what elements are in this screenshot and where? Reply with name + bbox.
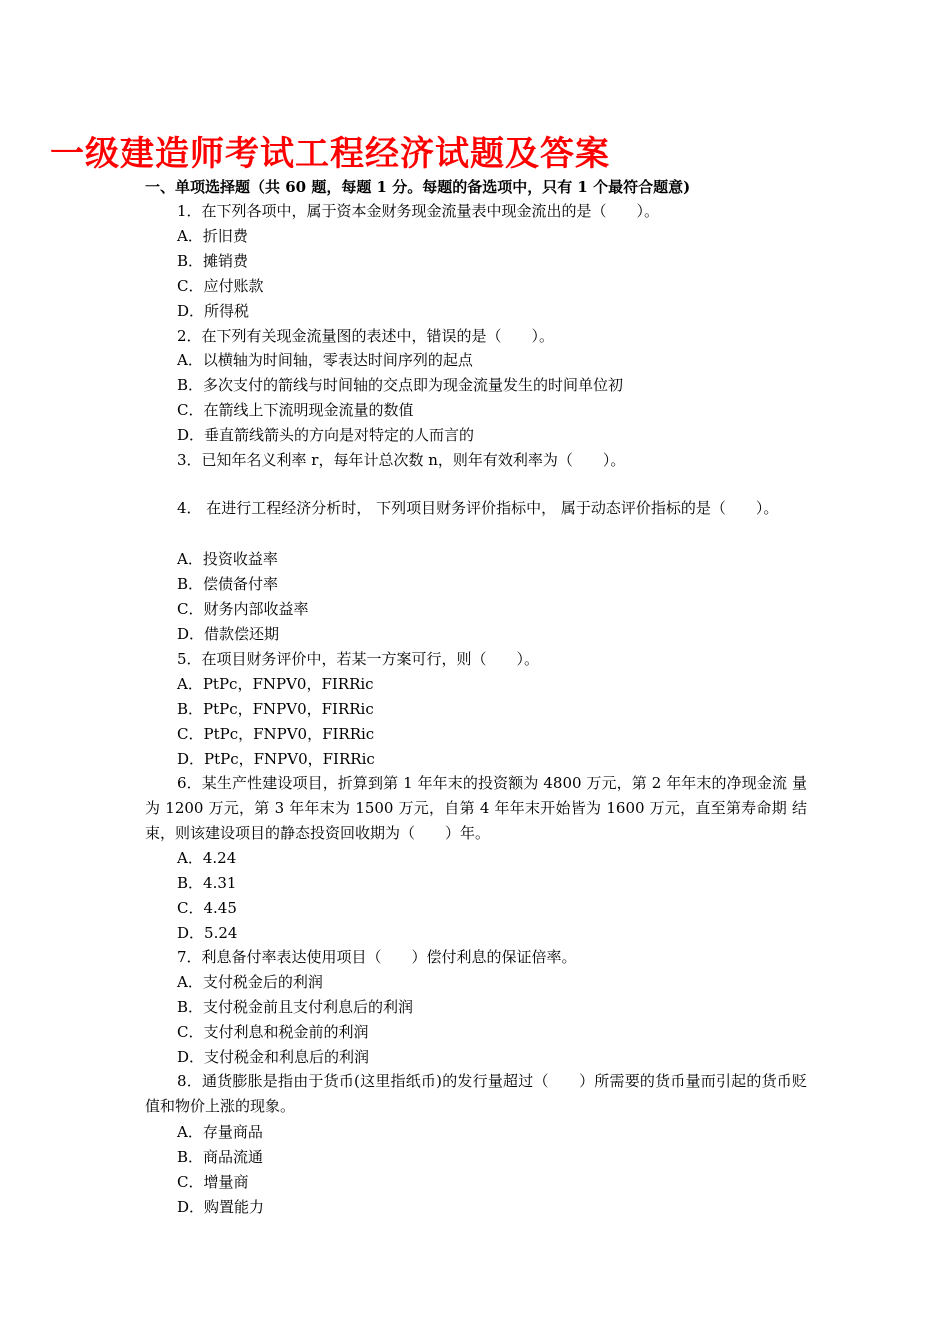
question-4-option-d: D．借款偿还期 xyxy=(177,625,280,643)
question-5-option-a: A．PtPc，FNPV0，FIRRic xyxy=(177,675,374,693)
question-4-option-b: B．偿债备付率 xyxy=(177,575,279,593)
question-6-option-a: A．4.24 xyxy=(177,849,237,867)
question-6-option-b: B．4.31 xyxy=(177,874,237,892)
question-8-option-d: D．购置能力 xyxy=(177,1198,265,1216)
question-2-option-d: D．垂直箭线箭头的方向是对特定的人而言的 xyxy=(177,426,475,444)
question-6-stem: 6．某生产性建设项目，折算到第 1 年年末的投资额为 4800 万元，第 2 年年末的净现金流 量为 1200 万元，第 3 年年末为 1500 万元，自第 4 年年末开始皆为 1600 万元，直至第寿命期 结束，则该建设项目的静态投资回收期为（ ）年。 xyxy=(145,774,807,842)
question-8-stem: 8．通货膨胀是指由于货币(这里指纸币)的发行量超过（ ）所需要的货币量而引起的货币贬值和物价上涨的现象。 xyxy=(145,1072,807,1115)
question-7-option-d: D．支付税金和利息后的利润 xyxy=(177,1048,370,1066)
question-3-stem: 3．已知年名义利率 r，每年计总次数 n，则年有效利率为（ ）。 xyxy=(177,451,626,469)
question-4-option-a: A．投资收益率 xyxy=(177,550,278,568)
document-title: 一级建造师考试工程经济试题及答案 xyxy=(50,134,610,174)
section-heading: 一、单项选择题（共 60 题，每题 1 分。每题的备选项中，只有 1 个最符合题意) xyxy=(145,178,691,196)
question-8-option-b: B．商品流通 xyxy=(177,1148,264,1166)
question-7-stem: 7．利息备付率表达使用项目（ ）偿付利息的保证倍率。 xyxy=(177,948,577,966)
question-4-option-c: C．财务内部收益率 xyxy=(177,600,309,618)
question-5-option-b: B．PtPc，FNPV0，FIRRic xyxy=(177,700,374,718)
question-5-option-d: D．PtPc，FNPV0，FIRRic xyxy=(177,750,375,768)
question-2-option-a: A．以横轴为时间轴，零表达时间序列的起点 xyxy=(177,351,473,369)
question-6-option-d: D．5.24 xyxy=(177,924,238,942)
question-2-option-b: B．多次支付的箭线与时间轴的交点即为现金流量发生的时间单位初 xyxy=(177,376,624,394)
question-7-option-b: B．支付税金前且支付利息后的利润 xyxy=(177,998,414,1016)
question-1-option-d: D．所得税 xyxy=(177,302,250,320)
question-1-option-a: A．折旧费 xyxy=(177,227,248,245)
question-7-option-a: A．支付税金后的利润 xyxy=(177,973,323,991)
question-8-option-c: C．增量商 xyxy=(177,1173,249,1191)
question-1-stem: 1．在下列各项中，属于资本金财务现金流量表中现金流出的是（ ）。 xyxy=(177,202,660,220)
question-8-option-a: A．存量商品 xyxy=(177,1123,263,1141)
question-2-stem: 2．在下列有关现金流量图的表述中，错误的是（ ）。 xyxy=(177,327,555,345)
question-1-option-b: B．摊销费 xyxy=(177,252,249,270)
question-5-option-c: C．PtPc，FNPV0，FIRRic xyxy=(177,725,375,743)
question-5-stem: 5．在项目财务评价中，若某一方案可行，则（ ）。 xyxy=(177,650,540,668)
question-6-option-c: C．4.45 xyxy=(177,899,237,917)
question-4-stem: 4． 在进行工程经济分析时， 下列项目财务评价指标中， 属于动态评价指标的是（ ）。 xyxy=(177,499,779,517)
question-7-option-c: C．支付利息和税金前的利润 xyxy=(177,1023,369,1041)
question-2-option-c: C．在箭线上下流明现金流量的数值 xyxy=(177,401,414,419)
question-1-option-c: C．应付账款 xyxy=(177,277,264,295)
